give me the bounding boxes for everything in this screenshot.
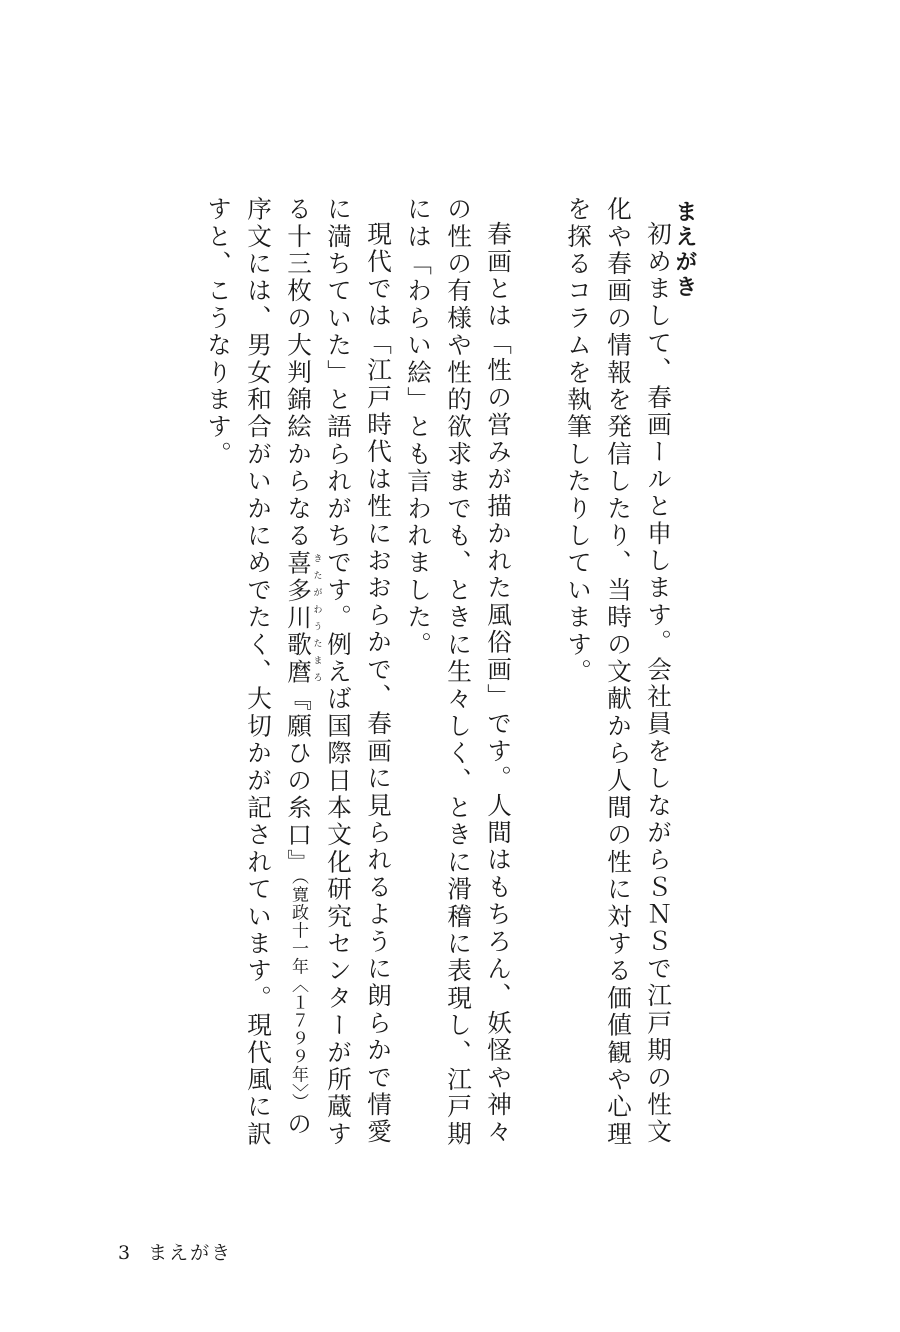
heading-gap — [678, 196, 718, 1156]
page-number: 3 — [118, 1242, 133, 1264]
body-text — [198, 196, 718, 1156]
work-date-note: （寛政十一年〈１７９９年〉） — [288, 876, 308, 1112]
modern-view-text: 現代では「江戸時代は性におおらかで、春画に見られるように朗らかで情愛に満ちていた」と語られがちです。例えば国際日本文化研究センターが所蔵する十三枚の大判錦絵からなる — [284, 196, 393, 1148]
paragraph-shunga-definition: 春画とは「性の営みが描かれた風俗画」です。人間はもちろん、妖怪や神々の性の有様や性的欲求までも、ときに生々しく、ときに滑稽に表現し、江戸期には「わらい絵」とも言われました。 — [404, 196, 513, 1148]
running-title: まえがき — [148, 1242, 233, 1264]
page-footer — [118, 1238, 232, 1265]
work-title: 『願ひの糸口』 — [284, 685, 313, 877]
paragraph-gap — [518, 196, 558, 1156]
artist-name-ruby — [284, 549, 322, 686]
artist-name-reading: きたがわうたまろ — [311, 549, 322, 686]
artist-name: 喜多川歌麿 — [284, 549, 313, 686]
chapter-heading: まえがき — [672, 200, 697, 300]
paragraph-modern-view — [198, 196, 398, 1156]
paragraph-intro: 初めまして、春画ールと申します。会社員をしながらＳＮＳで江戸期の性文化や春画の情報を発信したり、当時の文献から人間の性に対する価値観や心理を探るコラムを執筆したりしています。 — [564, 196, 673, 1148]
modern-view-text-cont: の序文には、男女和合がいかにめでたく、大切かが記されています。現代風に訳すと、こうなります。 — [204, 196, 313, 1148]
